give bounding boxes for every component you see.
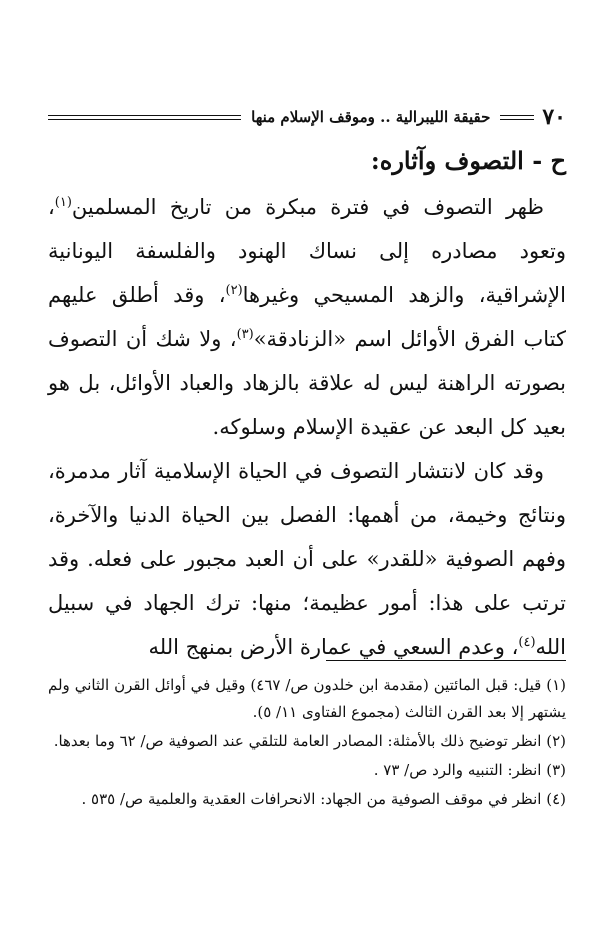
footnote-4: (٤) انظر في موقف الصوفية من الجهاد: الانحرافات العقدية والعلمية ص/ ٥٣٥ . <box>81 790 566 808</box>
footnote-divider <box>326 660 566 661</box>
paragraph-2 <box>48 449 566 669</box>
text-segment: ، وقد أطلق عليهم كتاب الفرق الأوائل اسم «الزنادقة» <box>48 283 567 351</box>
footnotes <box>48 672 566 815</box>
main-content <box>48 146 566 669</box>
text-segment: ، ولا شك أن التصوف بصورته الراهنة ليس له علاقة بالزهاد والعباد الأوائل، بل هو بعيد كل البعد عن عقيدة الإسلام وسلوكه. <box>48 327 566 439</box>
footnote-2: (٢) انظر توضيح ذلك بالأمثلة: المصادر العامة للتلقي عند الصوفية ص/ ٦٢ وما بعدها. <box>53 732 566 750</box>
footnote-3: (٣) انظر: التنبيه والرد ص/ ٧٣ . <box>373 761 566 779</box>
footnote-ref-2: (٢) <box>225 283 243 298</box>
running-header <box>48 100 566 134</box>
header-rule-right <box>500 115 534 120</box>
footnote-ref-3: (٣) <box>236 327 254 342</box>
text-segment: ظهر التصوف في فترة مبكرة من تاريخ المسلمين <box>71 195 544 219</box>
text-segment: وقد كان لانتشار التصوف في الحياة الإسلامية آثار مدمرة، ونتائج وخيمة، من أهمها: الفصل بين الحياة الدنيا والآخرة، وفهم الصوفية «للقدر» على أن العبد مجبور على فعله. وقد ترتب على هذا: أمور عظيمة؛ منها: ترك الجهاد في سبيل الله <box>48 459 566 659</box>
text-segment: ، وتعود مصادره إلى نساك الهنود والفلسفة اليونانية الإشراقية، والزهد المسيحي وغيرها <box>48 195 566 307</box>
page-number: ٧٠ <box>542 104 566 130</box>
footnote-ref-1: (١) <box>54 195 72 210</box>
paragraph-1 <box>48 185 566 449</box>
header-rule-left <box>48 115 241 120</box>
section-heading: ح - التصوف وآثاره: <box>370 146 566 175</box>
footnote-1: (١) قيل: قبل المائتين (مقدمة ابن خلدون ص/ ٤٦٧) وقيل في أوائل القرن الثاني ولم يشتهر إلا بعد القرن الثالث (مجموع الفتاوى ١١/ ٥). <box>48 676 566 721</box>
running-title: حقيقة الليبرالية .. وموقف الإسلام منها <box>251 108 491 126</box>
footnote-ref-4: (٤) <box>518 635 536 650</box>
text-segment: ، وعدم السعي في عمارة الأرض بمنهج الله <box>148 635 519 659</box>
